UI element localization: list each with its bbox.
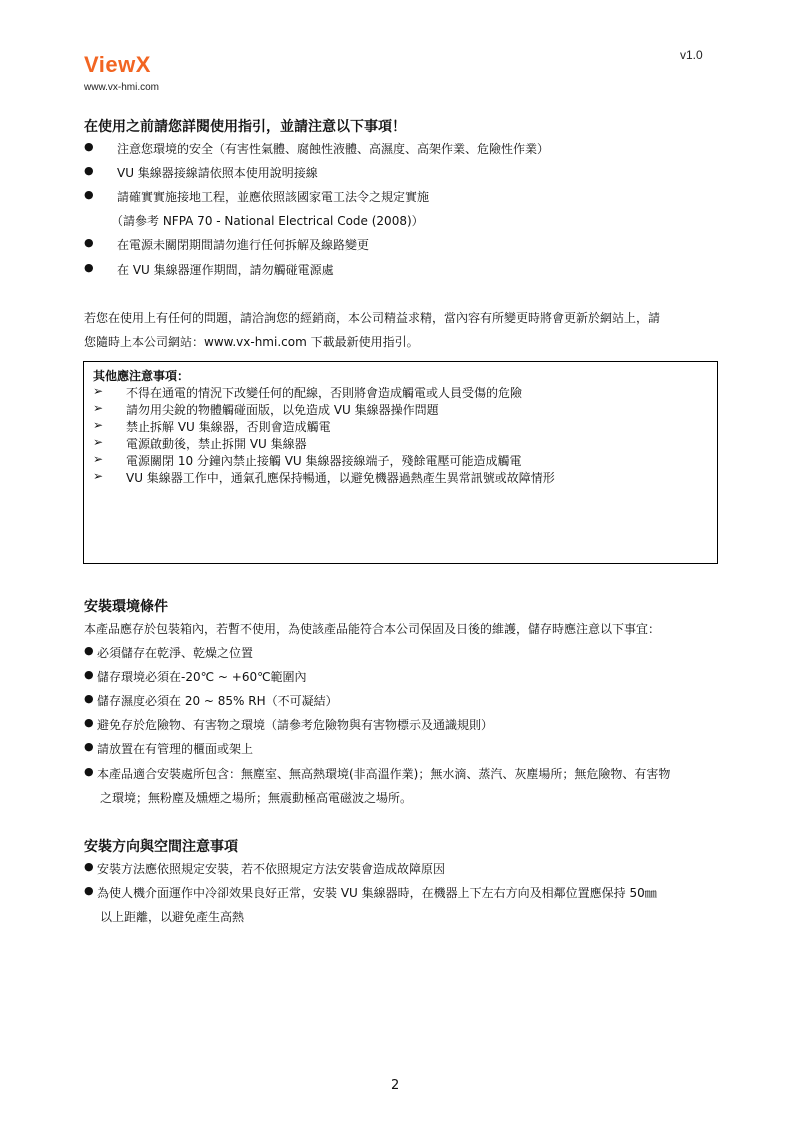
bullet-dot: ● (84, 188, 94, 201)
orientation-item-cont: 以上距離，以避免產生高熱 (100, 910, 245, 924)
environment-item: 儲存濕度必須在 20 ~ 85% RH（不可凝結） (97, 694, 338, 708)
contact-line-1: 若您在使用上有任何的問題，請洽詢您的經銷商，本公司精益求精，當內容有所變更時將會更新於網站上，請 (84, 311, 661, 325)
other-note-item: 不得在通電的情況下改變任何的配線，否則將會造成觸電或人員受傷的危險 (126, 386, 523, 400)
document-version: v1.0 (680, 48, 703, 62)
safety-item: 請確實實施接地工程，並應依照該國家電工法令之規定實施 (117, 190, 430, 204)
bullet-dot: ● (84, 261, 94, 274)
environment-item: 必須儲存在乾淨、乾燥之位置 (97, 646, 254, 660)
bullet-dot: ● (84, 236, 94, 249)
environment-item: 請放置在有管理的櫃面或架上 (97, 742, 254, 756)
arrow-bullet-icon: ➢ (93, 418, 104, 432)
orientation-heading: 安裝方向與空間注意事項 (84, 839, 238, 855)
environment-heading: 安裝環境條件 (84, 599, 168, 615)
safety-item-note: （請參考 NFPA 70 - National Electrical Code (2008)） (111, 214, 424, 228)
environment-intro: 本產品應存於包裝箱內，若暫不使用，為使該產品能符合本公司保固及日後的維護，儲存時應注意以下事宜： (84, 622, 661, 636)
bullet-dot: ● (84, 884, 94, 897)
other-note-item: 電源啟動後，禁止拆開 VU 集線器 (126, 437, 307, 451)
other-note-item: 電源關閉 10 分鐘內禁止接觸 VU 集線器接線端子，殘餘電壓可能造成觸電 (126, 454, 522, 468)
orientation-item: 為使人機介面運作中冷卻效果良好正常，安裝 VU 集線器時，在機器上下左右方向及相鄰位置應保持 50㎜ (97, 886, 657, 900)
bullet-dot: ● (84, 692, 94, 705)
safety-item: 在 VU 集線器運作期間，請勿觸碰電源處 (117, 263, 334, 277)
bullet-dot: ● (84, 140, 94, 153)
arrow-bullet-icon: ➢ (93, 401, 104, 415)
orientation-item: 安裝方法應依照規定安裝，若不依照規定方法安裝會造成故障原因 (97, 862, 446, 876)
bullet-dot: ● (84, 716, 94, 729)
arrow-bullet-icon: ➢ (93, 452, 104, 466)
page-number: 2 (391, 1078, 400, 1093)
other-note-item: VU 集線器工作中，通氣孔應保持暢通，以避免機器過熱產生異常訊號或故障情形 (126, 471, 555, 485)
safety-item: 注意您環境的安全（有害性氣體、腐蝕性液體、高濕度、高架作業、危險性作業） (117, 142, 550, 156)
bullet-dot: ● (84, 668, 94, 681)
bullet-dot: ● (84, 765, 94, 778)
safety-item: 在電源未關閉期間請勿進行任何拆解及線路變更 (117, 238, 370, 252)
bullet-dot: ● (84, 860, 94, 873)
arrow-bullet-icon: ➢ (93, 435, 104, 449)
environment-item: 本產品適合安裝處所包含：無塵室、無高熱環境(非高溫作業)；無水滴、蒸汽、灰塵場所；無危險物、有害物 (97, 767, 671, 781)
environment-item-cont: 之環境；無粉塵及燻煙之場所；無震動極高電磁波之場所。 (100, 791, 413, 805)
bullet-dot: ● (84, 164, 94, 177)
environment-item: 儲存環境必須在-20℃ ~ +60℃範圍內 (97, 670, 307, 684)
contact-line-2: 您隨時上本公司網站：www.vx-hmi.com 下載最新使用指引。 (84, 335, 419, 349)
brand-logo: ViewX (84, 52, 151, 77)
other-note-item: 禁止拆解 VU 集線器，否則會造成觸電 (126, 420, 331, 434)
other-note-item: 請勿用尖銳的物體觸碰面版，以免造成 VU 集線器操作問題 (126, 403, 439, 417)
other-notes-title: 其他應注意事項： (93, 369, 190, 383)
company-url: www.vx-hmi.com (84, 82, 160, 93)
environment-item: 避免存於危險物、有害物之環境（請參考危險物與有害物標示及通識規則） (97, 718, 494, 732)
arrow-bullet-icon: ➢ (93, 384, 104, 398)
bullet-dot: ● (84, 740, 94, 753)
safety-item: VU 集線器接線請依照本使用說明接線 (117, 166, 318, 180)
bullet-dot: ● (84, 644, 94, 657)
arrow-bullet-icon: ➢ (93, 469, 104, 483)
safety-heading: 在使用之前請您詳閱使用指引，並請注意以下事項！ (84, 119, 406, 135)
